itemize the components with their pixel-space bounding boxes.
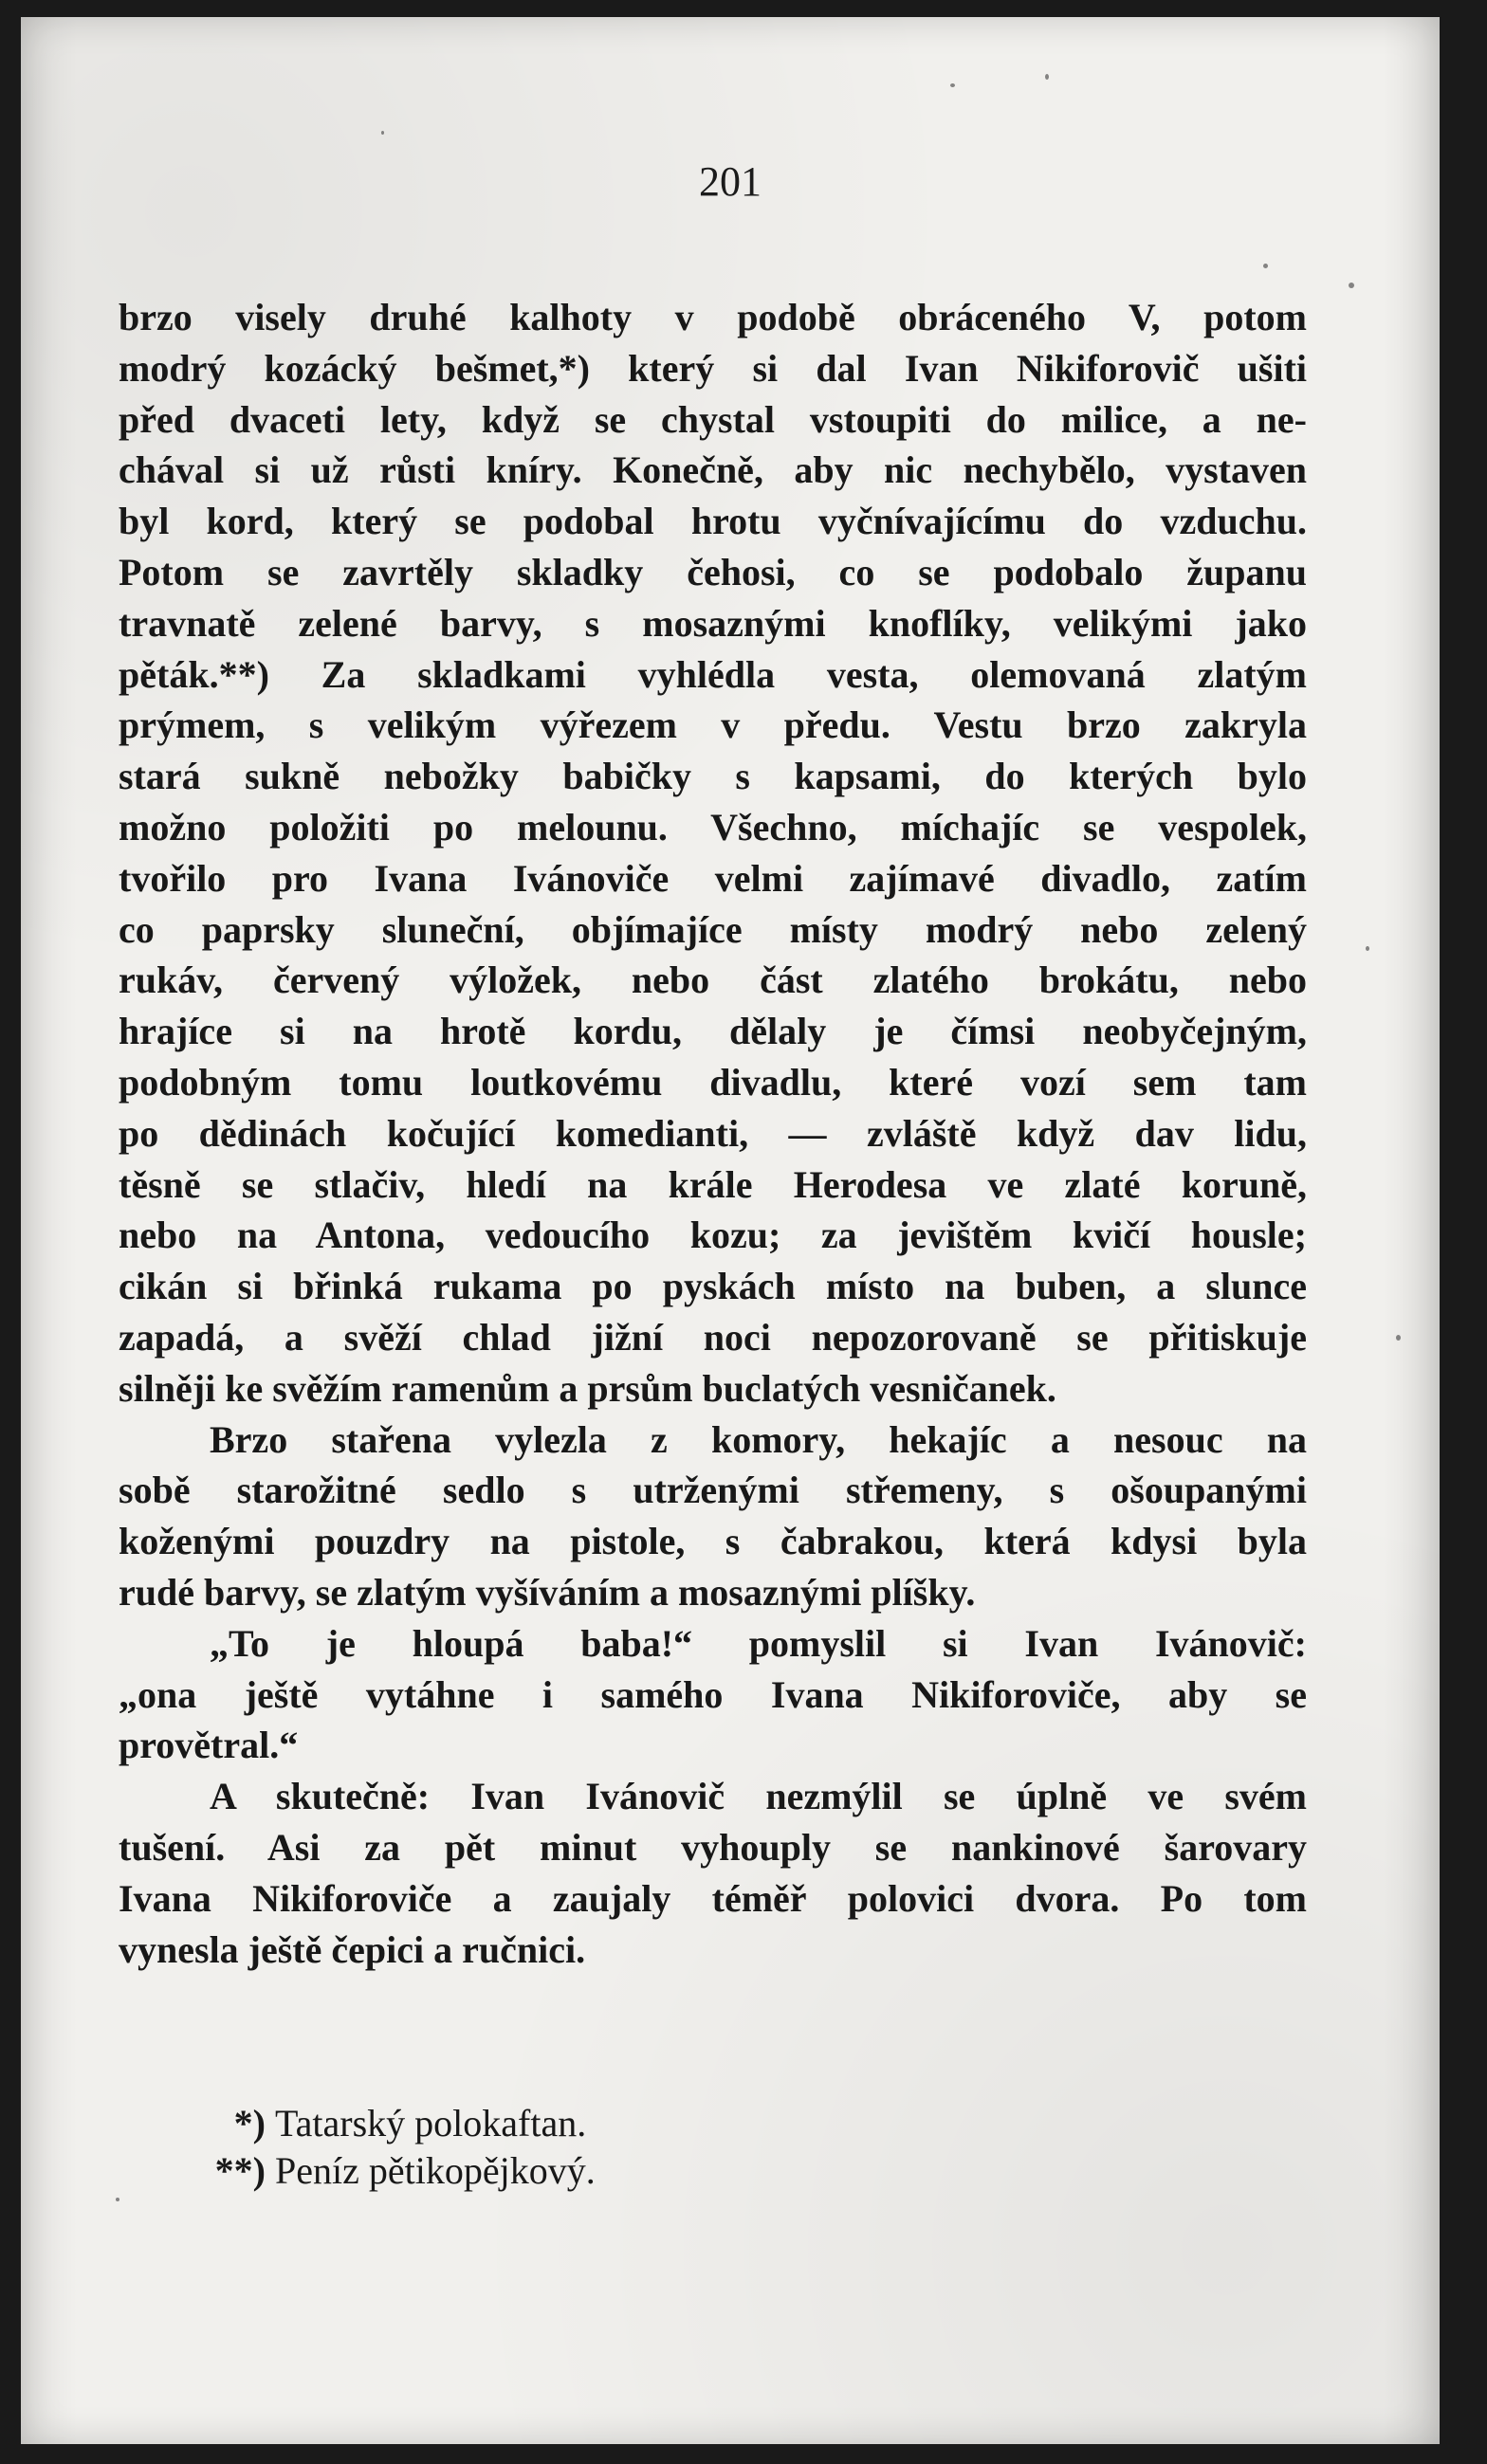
text-line: Potom se zavrtěly skladky čehosi, co se podobalo županu (119, 550, 1307, 593)
text-line: provětral.“ (119, 1724, 299, 1767)
paper-speck (1396, 1335, 1401, 1341)
book-page (21, 17, 1440, 2444)
text-line: co paprsky sluneční, objímajíce místy modrý nebo zelený (119, 907, 1307, 951)
body-text (119, 292, 1307, 1975)
text-line: „ona ještě vytáhne i samého Ivana Nikiforoviče, aby se (119, 1672, 1307, 1716)
text-line: chával si už růsti kníry. Konečně, aby nic nechybělo, vystaven (119, 448, 1307, 492)
text-line: nebo na Antona, vedoucího kozu; za jevištěm kvičí housle; (119, 1214, 1307, 1257)
footnote-mark: **) (214, 2149, 266, 2192)
footnote (211, 2147, 596, 2195)
text-line: tvořilo pro Ivana Ivánoviče velmi zajímavé divadlo, zatím (119, 856, 1307, 900)
text-line: vynesla ještě čepici a ručnici. (119, 1927, 586, 1971)
text-line: silněji ke svěžím ramenům a prsům buclatých vesničanek. (119, 1366, 1056, 1410)
paper-speck (1045, 74, 1049, 80)
text-line: rukáv, červený výložek, nebo část zlatého brokátu, nebo (119, 958, 1307, 1002)
text-line: Ivana Nikiforoviče a zaujaly téměř polovici dvora. Po tom (119, 1876, 1307, 1920)
text-line: brzo visely druhé kalhoty v podobě obráceného V, potom (119, 296, 1307, 338)
footnote-text: Peníz pětikopějkový. (275, 2149, 596, 2192)
paper-speck (381, 131, 384, 135)
text-line: před dvaceti lety, když se chystal vstoupiti do milice, a ne- (119, 397, 1307, 441)
text-line: těsně se stlačiv, hledí na krále Herodesa ve zlaté koruně, (119, 1162, 1307, 1206)
paper-speck (1366, 946, 1369, 951)
text-line: travnatě zelené barvy, s mosaznými knoflíky, velikými jako (119, 601, 1307, 645)
footnote (211, 2100, 596, 2147)
text-line: Brzo stařena vylezla z komory, hekajíc a nesouc na (210, 1417, 1307, 1461)
paper-speck (1349, 283, 1354, 288)
page-number: 201 (699, 158, 762, 205)
text-line: sobě starožitné sedlo s utrženými střemeny, s ošoupanými (119, 1469, 1307, 1512)
text-line: hrajíce si na hrotě kordu, dělaly je čímsi neobyčejným, (119, 1010, 1307, 1053)
text-line: podobným tomu loutkovému divadlu, které vozí sem tam (119, 1060, 1307, 1104)
text-line: rudé barvy, se zlatým vyšíváním a mosaznými plíšky. (119, 1570, 976, 1614)
paper-speck (1263, 264, 1268, 268)
text-line: modrý kozácký bešmet,*) který si dal Ivan Nikiforovič ušiti (119, 346, 1307, 390)
text-line: možno položiti po melounu. Všechno, míchajíc se vespolek, (119, 805, 1307, 849)
footnote-text: Tatarský polokaftan. (275, 2102, 587, 2145)
text-line: stará sukně nebožky babičky s kapsami, do kterých bylo (119, 755, 1307, 798)
text-line: koženými pouzdry na pistole, s čabrakou, která kdysi byla (119, 1520, 1307, 1563)
text-line: prýmem, s velikým výřezem v předu. Vestu brzo zakryla (119, 703, 1307, 747)
footnote-mark: *) (233, 2102, 266, 2145)
text-line: tušení. Asi za pět minut vyhouply se nankinové šarovary (119, 1825, 1307, 1869)
text-line: A skutečně: Ivan Ivánovič nezmýlil se úplně ve svém (210, 1775, 1307, 1818)
paper-speck (950, 83, 955, 87)
text-line: byl kord, který se podobal hrotu vyčnívajícímu do vzduchu. (119, 500, 1307, 543)
text-line: zapadá, a svěží chlad jižní noci nepozorovaně se přitiskuje (119, 1315, 1307, 1359)
text-line: cikán si břinká rukama po pyskách místo na buben, a slunce (119, 1265, 1307, 1308)
footnotes (211, 2100, 596, 2195)
text-line: „To je hloupá baba!“ pomyslil si Ivan Ivánovič: (210, 1621, 1307, 1665)
paper-speck (116, 2198, 119, 2201)
text-line: pěták.**) Za skladkami vyhlédla vesta, olemovaná zlatým (119, 652, 1307, 696)
text-line: po dědinách kočující komedianti, — zvláště když dav lidu, (119, 1111, 1307, 1155)
